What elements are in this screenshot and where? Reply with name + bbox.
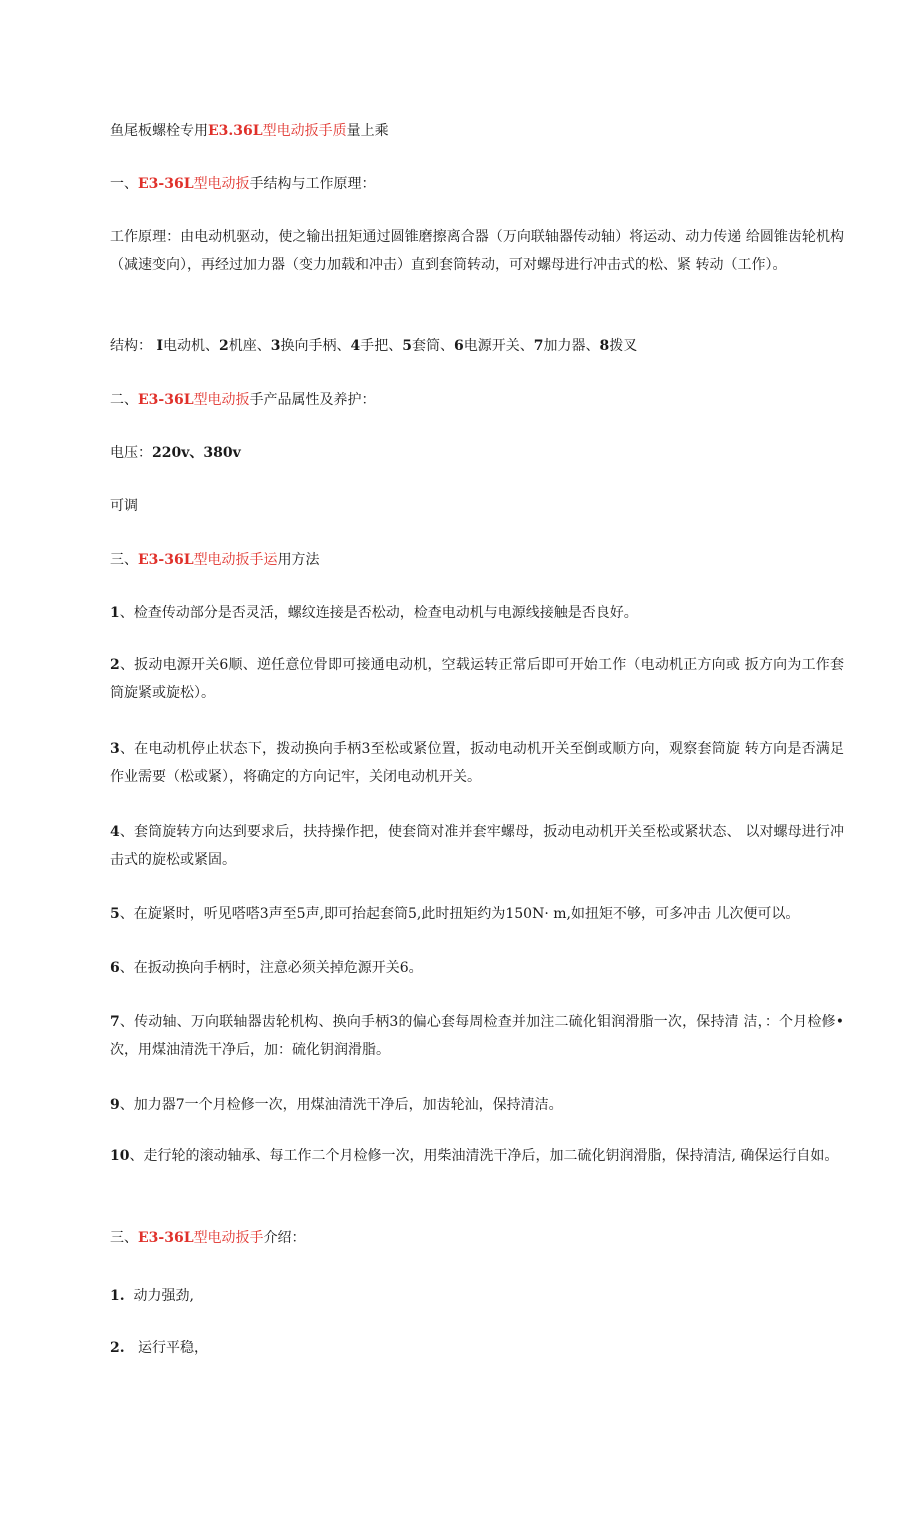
structure-item-text: 手把、 (360, 338, 403, 354)
structure-item-number: 3 (270, 338, 281, 354)
usage-number: 1 (110, 605, 120, 621)
section-heading-2 (110, 390, 376, 410)
structure-item-text: 套筒、 (412, 338, 455, 354)
structure-item-number: I (156, 338, 164, 354)
section-red-text: 型电动扳 (193, 392, 250, 408)
section-model: E3-36L (138, 552, 194, 568)
usage-number: 10 (110, 1148, 130, 1164)
usage-number: 6 (110, 960, 120, 976)
usage-text: 、扳动电源开关6顺、逆任意位骨即可接通电动机，空载运转正常后即可开始工作（电动机正方向或 扳方向为工作套筒旋紧或旋松）。 (110, 657, 844, 701)
section-prefix: 三、 (110, 1230, 138, 1246)
section-red-text: 型电动扳 (193, 176, 250, 192)
usage-number: 3 (110, 741, 120, 757)
voltage-value: 220v、380v (152, 445, 241, 461)
section-model: E3-36L (138, 392, 194, 408)
usage-text: 、传动轴、万向联轴器齿轮机构、换向手柄3的偏心套每周检查并加注二硫化钼润滑脂一次，保持清 洁，：个月检修•次，用煤油清洗干净后，加：硫化钥润滑脂。 (110, 1014, 844, 1058)
structure-item-text: 机座、 (228, 338, 271, 354)
document-title (110, 121, 389, 141)
section-heading-4 (110, 1228, 306, 1248)
usage-text: 、在电动机停止状态下，拨动换向手柄3至松或紧位置，扳动电动机开关至倒或顺方向，观察套筒旋 转方向是否满足作业需要（松或紧），将确定的方向记牢，关闭电动机开关。 (110, 741, 844, 785)
usage-item-2 (110, 651, 844, 707)
structure-item-text: 电源开关、 (463, 338, 534, 354)
section-prefix: 二、 (110, 392, 138, 408)
usage-item-6 (110, 954, 844, 982)
usage-text: 、在旋紧时，听见嗒嗒3声至5声,即可抬起套筒5,此时扭矩约为150N· m,如扭矩不够，可多冲击 儿次便可以。 (119, 906, 800, 922)
structure-item-number: 6 (454, 338, 464, 354)
section-heading-1 (110, 174, 376, 194)
usage-number: 7 (110, 1014, 120, 1030)
adjustable-text: 可调 (110, 498, 138, 514)
structure-item-number: 2 (219, 338, 229, 354)
section-model: E3-36L (138, 1230, 194, 1246)
section-suffix: 用方法 (277, 552, 320, 568)
usage-item-4 (110, 818, 844, 874)
usage-text: 、套筒旋转方向达到要求后，扶持操作把，使套筒对准并套牢螺母，扳动电动机开关至松或紧状态、 以对螺母进行冲击式的旋松或紧固。 (110, 824, 844, 868)
title-suffix: 量上乘 (346, 123, 389, 139)
usage-text: 、在扳动换向手柄时，注意必须关掉危源开关6。 (119, 960, 423, 976)
feature-item-1 (110, 1286, 194, 1306)
usage-number: 5 (110, 906, 120, 922)
principle-paragraph: 工作原理：由电动机驱动，使之输出扭矩通过圆锥磨擦离合器（万向联轴器传动轴）将运动、动力传递 给圆锥齿轮机构（减速变向），再经过加力器（变力加载和冲击）直到套筒转动，可对螺母进行冲击式的松、紧 转动（工作）。 (110, 229, 844, 273)
usage-item-9 (110, 1091, 844, 1119)
usage-number: 4 (110, 824, 120, 840)
section-model: E3-36L (138, 176, 194, 192)
title-model: E3.36L (208, 123, 263, 139)
usage-text: 、检查传动部分是否灵活，螺纹连接是否松动，检查电动机与电源线接触是否良好。 (119, 605, 638, 621)
usage-number: 9 (110, 1097, 120, 1113)
usage-item-3 (110, 735, 844, 791)
voltage-label: 电压： (110, 445, 152, 461)
structure-label: 结构： (110, 338, 152, 354)
title-red-text: 型电动扳手质 (262, 123, 347, 139)
feature-item-2 (110, 1338, 208, 1358)
structure-item-text: 加力器、 (543, 338, 600, 354)
structure-line (110, 336, 637, 356)
usage-text: 、走行轮的滚动轴承、每工作二个月检修一次，用柴油清洗干净后，加二硫化钥润滑脂，保持清洁, 确保运行自如。 (129, 1148, 839, 1164)
section-prefix: 三、 (110, 552, 138, 568)
usage-text: 、加力器7一个月检修一次，用煤油清洗干净后，加齿轮汕，保持清洁。 (119, 1097, 563, 1113)
title-prefix: 鱼尾板螺栓专用 (110, 123, 208, 139)
usage-item-7 (110, 1008, 844, 1064)
usage-item-10 (110, 1142, 844, 1170)
usage-item-1 (110, 599, 844, 627)
feature-number: 2. (110, 1340, 125, 1356)
structure-item-text: 电动机、 (163, 338, 220, 354)
section-red-text: 型电动扳手运 (193, 552, 278, 568)
structure-item-number: 4 (350, 338, 361, 354)
structure-item-number: 5 (402, 338, 413, 354)
section-red-text: 型电动扳手 (193, 1230, 264, 1246)
feature-text: 运行平稳， (137, 1340, 208, 1356)
structure-item-number: 7 (533, 338, 544, 354)
usage-number: 2 (110, 657, 120, 673)
section-heading-3 (110, 550, 320, 570)
structure-item-number: 8 (599, 338, 610, 354)
voltage-line (110, 443, 241, 463)
section-suffix: 介绍： (263, 1230, 306, 1246)
structure-item-text: 换向手柄、 (280, 338, 351, 354)
section-suffix: 手产品属性及养护： (249, 392, 376, 408)
feature-text: 动力强劲, (133, 1288, 194, 1304)
usage-item-5 (110, 900, 844, 928)
section-suffix: 手结构与工作原理： (249, 176, 376, 192)
feature-number: 1. (110, 1288, 125, 1304)
section-prefix: 一、 (110, 176, 138, 192)
structure-item-text: 拨叉 (609, 338, 638, 354)
